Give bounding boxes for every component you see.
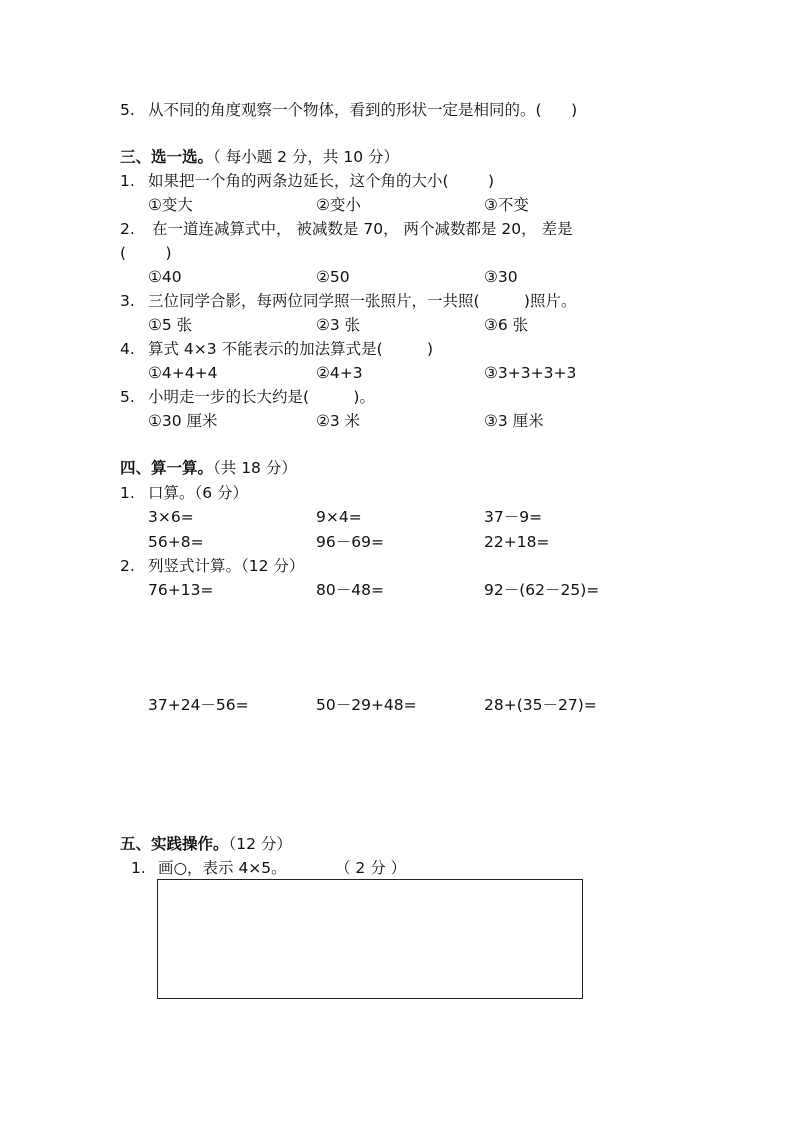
- math-problem: 3×6=: [148, 508, 194, 526]
- question-text: 算式 4×3 不能表示的加法算式是( ): [148, 340, 434, 358]
- question-text: 如果把一个角的两条边延长，这个角的大小( ): [148, 172, 495, 190]
- math-problem: 76+13=: [148, 581, 214, 599]
- question-number: 5.: [120, 388, 135, 406]
- option-2: ②变小: [316, 196, 361, 214]
- math-problem: 37+24－56=: [148, 696, 249, 714]
- section-title: 四、算一算。: [120, 459, 214, 477]
- section-note: （12 分）: [228, 835, 292, 853]
- option-1: ①变大: [148, 196, 193, 214]
- math-problem: 50－29+48=: [316, 696, 417, 714]
- math-problem: 80－48=: [316, 581, 384, 599]
- math-problem: 28+(35－27)=: [484, 696, 597, 714]
- section-heading-5: [120, 834, 292, 854]
- math-problem: 96－69=: [316, 533, 384, 551]
- answer-blank: ( ): [120, 244, 172, 262]
- section-title: 三、选一选。: [120, 148, 214, 166]
- question-text: 小明走一步的长大约是( )。: [148, 388, 375, 406]
- math-problem: 92－(62－25)=: [484, 581, 600, 599]
- question-number: 1.: [131, 859, 146, 877]
- question-number: 1.: [120, 172, 135, 190]
- drawing-answer-box[interactable]: [157, 879, 583, 999]
- question-number: 4.: [120, 340, 135, 358]
- option-1: ①4+4+4: [148, 364, 218, 382]
- section-heading-4: [120, 458, 297, 478]
- section-note: （ 每小题 2 分，共 10 分）: [213, 148, 399, 166]
- question-text: 在一道连减算式中， 被减数是 70， 两个减数都是 20， 差是: [152, 220, 573, 238]
- option-3: ③30: [484, 268, 518, 286]
- question-number: 1.: [120, 484, 135, 502]
- option-3: ③3 厘米: [484, 412, 544, 430]
- question-number: 3.: [120, 292, 135, 310]
- option-3: ③3+3+3+3: [484, 364, 577, 382]
- question-text: 列竖式计算。（12 分）: [148, 557, 305, 575]
- option-2: ②3 米: [316, 412, 361, 430]
- section-title: 五、实践操作。: [120, 835, 229, 853]
- option-1: ①40: [148, 268, 182, 286]
- option-3: ③6 张: [484, 316, 529, 334]
- question-text: 三位同学合影，每两位同学照一张照片，一共照( )照片。: [148, 292, 577, 310]
- question-text: 从不同的角度观察一个物体，看到的形状一定是相同的。( ): [148, 101, 578, 119]
- option-3: ③不变: [484, 196, 529, 214]
- option-2: ②50: [316, 268, 350, 286]
- question-number: 5.: [120, 101, 135, 119]
- section-note: （共 18 分）: [213, 459, 297, 477]
- math-problem: 22+18=: [484, 533, 550, 551]
- question-number: 2.: [120, 220, 135, 238]
- math-problem: 37－9=: [484, 508, 543, 526]
- section-heading-3: [120, 147, 399, 167]
- question-text: 口算。（6 分）: [148, 484, 249, 502]
- question-number: 2.: [120, 557, 135, 575]
- option-2: ②4+3: [316, 364, 363, 382]
- math-problem: 9×4=: [316, 508, 362, 526]
- option-2: ②3 张: [316, 316, 361, 334]
- question-text: 画○，表示 4×5。: [158, 859, 287, 877]
- option-1: ①5 张: [148, 316, 193, 334]
- option-1: ①30 厘米: [148, 412, 218, 430]
- question-score: （ 2 分 ）: [335, 859, 407, 877]
- math-problem: 56+8=: [148, 533, 204, 551]
